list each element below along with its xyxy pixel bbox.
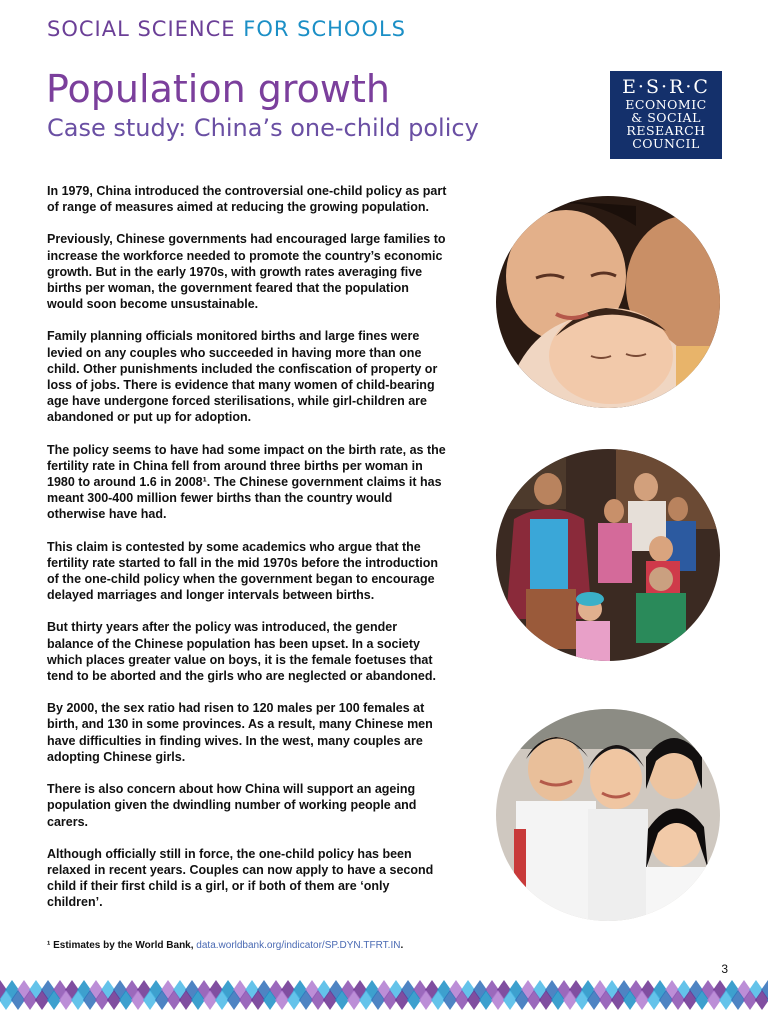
logo-line-4: RESEARCH: [626, 123, 706, 138]
brand-part-2: FOR SCHOOLS: [243, 17, 406, 41]
footnote-link[interactable]: data.worldbank.org/indicator/SP.DYN.TFRT.IN: [196, 940, 401, 951]
page-number: 3: [721, 962, 728, 976]
village-group-photo: [496, 449, 720, 661]
brand-header: [47, 16, 406, 42]
esrc-logo: [610, 71, 722, 159]
article-body: [47, 183, 447, 927]
page-subtitle: Case study: China’s one-child policy: [47, 114, 479, 142]
paragraph: This claim is contested by some academics who argue that the fertility rate started to fall in the mid 1970s before the introduction of the one-child policy when the government began to encourage delayed marriages and longer intervals between births.: [47, 539, 439, 603]
footnote-end: .: [400, 940, 404, 951]
paragraph: Family planning officials monitored births and large fines were levied on any couples who succeeded in having more than one child. Other punishments included the confiscation of property or loss of jobs. There is evidence that many women of child-bearing age have undergone forced sterilisations, while girl-children are abandoned or put up for adoption.: [47, 329, 438, 425]
paragraph: By 2000, the sex ratio had risen to 120 males per 100 females at birth, and 130 in some provinces. As a result, many Chinese men have difficulties in finding wives. In the west, many couples are adopting Chinese girls.: [47, 701, 433, 764]
paragraph: But thirty years after the policy was introduced, the gender balance of the Chinese population has been upset. In a society which places greater value on boys, it is the female foetuses that tend to be aborted and the girls who are neglected or abandoned.: [47, 620, 436, 684]
page-title: Population growth: [46, 67, 390, 111]
brand-part-1: SOCIAL SCIENCE: [47, 17, 236, 41]
decorative-diamond-border: [0, 978, 768, 1012]
paragraph: Although officially still in force, the one-child policy has been relaxed in recent years. Couples can now apply to have a second child if their first child is a girl, or if both of them are ‘only children’.: [47, 846, 434, 910]
paragraph: In 1979, China introduced the controversial one-child policy as part of range of measures aimed at reducing the growing population.: [47, 184, 447, 215]
logo-line-3: & SOCIAL: [631, 110, 701, 125]
footnote-text: ¹ Estimates by the World Bank,: [47, 940, 197, 951]
logo-line-5: COUNCIL: [632, 136, 700, 151]
paragraph: There is also concern about how China will support an ageing population given the dwindling number of working people and carers.: [47, 782, 417, 829]
paragraph: Previously, Chinese governments had encouraged large families to increase the workforce needed to promote the country’s economic growth. But in the early 1970s, with growth rates averaging five births per woman, the government feared that the population would soon become unsustainable.: [47, 232, 446, 312]
school-children-photo: [496, 709, 720, 921]
family-photo: [496, 196, 720, 408]
logo-line-1: E·S·R·C: [622, 76, 710, 98]
logo-line-2: ECONOMIC: [625, 97, 707, 112]
footnote: [47, 940, 403, 951]
paragraph: The policy seems to have had some impact on the birth rate, as the fertility rate in China fell from around three births per woman in 1980 to around 1.6 in 2008¹. The Chinese government claims it has meant 300-400 million fewer births than the country would otherwise have had.: [47, 442, 446, 522]
